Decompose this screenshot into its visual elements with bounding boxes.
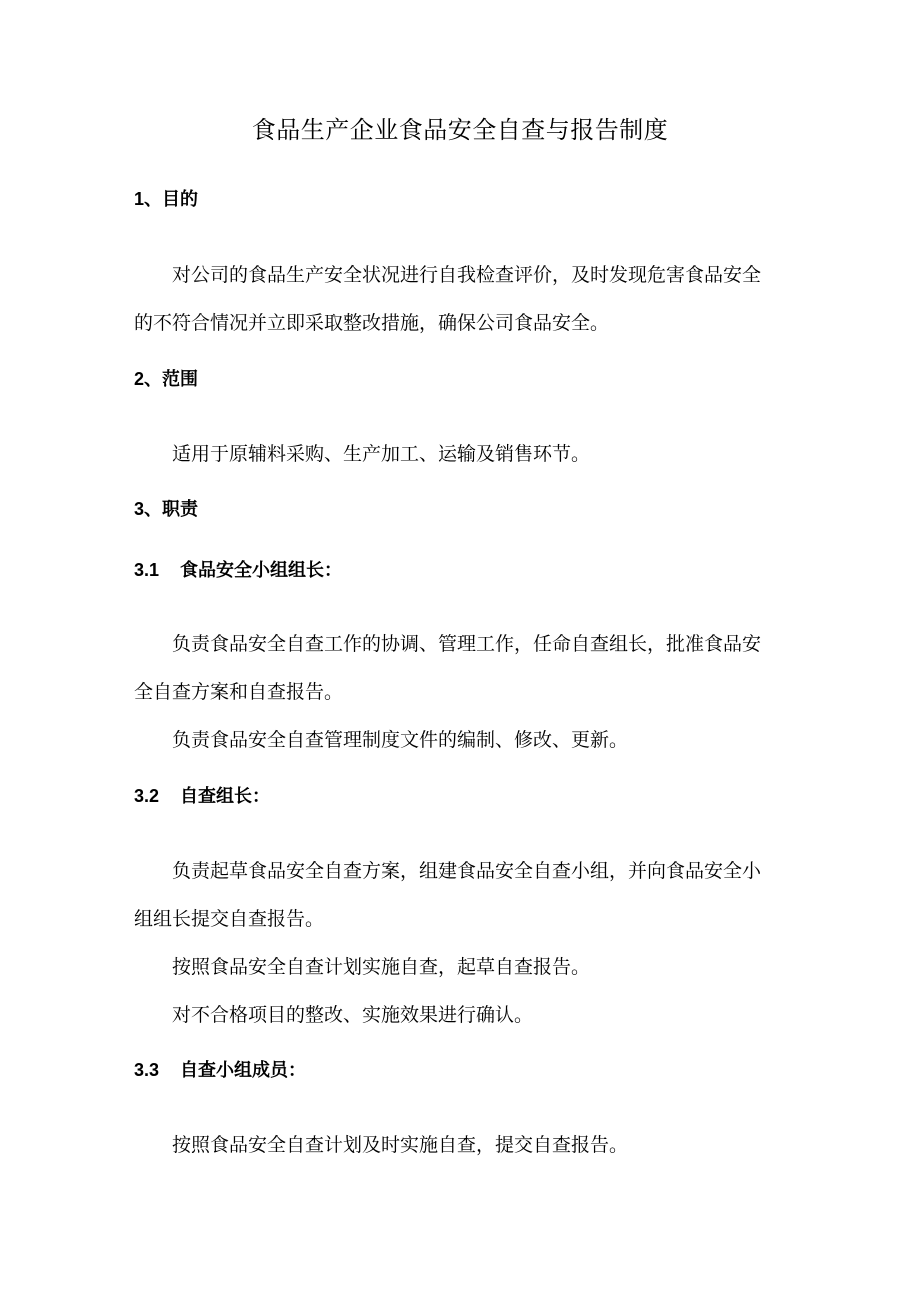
section-title: 目的: [162, 189, 199, 210]
paragraph-line: 组组长提交自查报告。: [134, 908, 325, 930]
section-heading-responsibilities: [134, 500, 198, 519]
section-heading-scope: [134, 370, 198, 389]
section-title: 职责: [162, 499, 199, 520]
paragraph-line: 的不符合情况并立即采取整改措施，确保公司食品安全。: [134, 312, 610, 334]
section-number: 3、: [134, 499, 163, 519]
section-number: 2、: [134, 369, 163, 389]
subsection-title: 自查组长：: [180, 786, 270, 807]
section-heading-purpose: [134, 190, 198, 209]
paragraph-line: 全自查方案和自查报告。: [134, 681, 344, 703]
subsection-heading-team-leader: [134, 561, 342, 580]
subsection-title: 自查小组成员：: [180, 1060, 306, 1081]
paragraph-line: 负责食品安全自查工作的协调、管理工作，任命自查组长，批准食品安: [172, 633, 762, 655]
subsection-heading-inspection-leader: [134, 787, 270, 806]
paragraph-line: 按照食品安全自查计划及时实施自查，提交自查报告。: [172, 1134, 629, 1156]
paragraph-line: 负责食品安全自查管理制度文件的编制、修改、更新。: [172, 729, 629, 751]
paragraph-line: 按照食品安全自查计划实施自查，起草自查报告。: [172, 956, 591, 978]
document-title: 食品生产企业食品安全自查与报告制度: [251, 116, 669, 144]
paragraph-line: 对不合格项目的整改、实施效果进行确认。: [172, 1004, 534, 1026]
subsection-number: 3.1: [134, 560, 160, 580]
paragraph-line: 负责起草食品安全自查方案，组建食品安全自查小组，并向食品安全小: [172, 860, 762, 882]
section-number: 1、: [134, 189, 163, 209]
subsection-number: 3.3: [134, 1060, 160, 1080]
subsection-title: 食品安全小组组长：: [180, 560, 342, 581]
paragraph-line: 对公司的食品生产安全状况进行自我检查评价，及时发现危害食品安全: [172, 264, 762, 286]
paragraph-line: 适用于原辅料采购、生产加工、运输及销售环节。: [172, 443, 591, 465]
subsection-number: 3.2: [134, 786, 160, 806]
subsection-heading-team-members: [134, 1061, 306, 1080]
section-title: 范围: [162, 369, 199, 390]
